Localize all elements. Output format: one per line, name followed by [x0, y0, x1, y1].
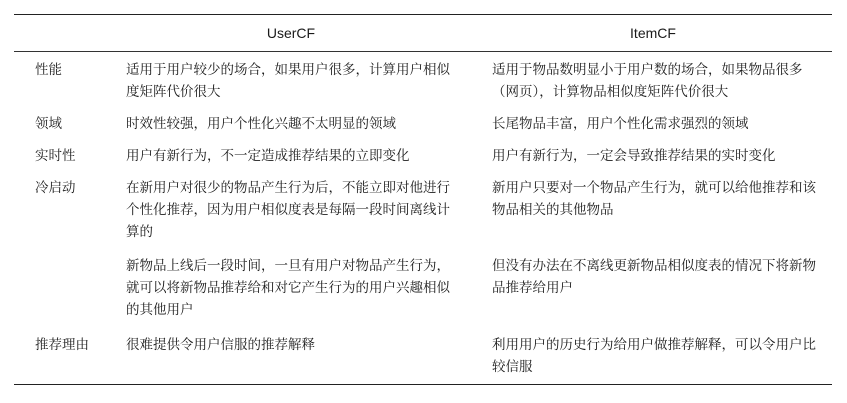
table-row-coldstart: [14, 170, 832, 246]
usercf-cell: 很难提供令用户信服的推荐解释: [108, 324, 474, 385]
comparison-table-container: [14, 14, 832, 385]
itemcf-cell: 但没有办法在不离线更新物品相似度表的情况下将新物品推荐给用户: [492, 258, 816, 296]
header-empty: [14, 15, 108, 52]
row-label: 推荐理由: [14, 324, 108, 385]
row-label: 实时性: [35, 148, 76, 164]
table-header-row: [14, 15, 832, 52]
usercf-cell: 时效性较强，用户个性化兴趣不太明显的领域: [126, 116, 396, 132]
usercf-cell: 新物品上线后一段时间，一旦有用户对物品产生行为，就可以将新物品推荐给和对它产生行为的用户兴趣相似的其他用户: [126, 258, 450, 318]
itemcf-cell: 适用于物品数明显小于用户数的场合，如果物品很多（网页），计算物品相似度矩阵代价很大: [492, 62, 803, 100]
row-label: 领域: [35, 116, 62, 132]
header-itemcf: ItemCF: [474, 15, 832, 52]
header-usercf: UserCF: [108, 15, 474, 52]
usercf-itemcf-comparison-table: [14, 14, 832, 385]
row-label: [14, 246, 108, 324]
itemcf-cell: 利用用户的历史行为给用户做推荐解释，可以令用户比较信服: [474, 324, 832, 385]
itemcf-cell: 长尾物品丰富，用户个性化需求强烈的领域: [492, 116, 749, 132]
itemcf-cell: 新用户只要对一个物品产生行为，就可以给他推荐和该物品相关的其他物品: [492, 180, 816, 218]
usercf-cell: 用户有新行为，不一定造成推荐结果的立即变化: [126, 148, 410, 164]
row-label: 性能: [35, 62, 62, 78]
table-row-coldstart-items: [14, 246, 832, 324]
table-row-recommendation-reason: [14, 324, 832, 385]
itemcf-cell: 用户有新行为，一定会导致推荐结果的实时变化: [492, 148, 776, 164]
usercf-cell: 在新用户对很少的物品产生行为后，不能立即对他进行个性化推荐，因为用户相似度表是每隔一段时间离线计算的: [126, 180, 450, 240]
table-row-performance: [14, 52, 832, 107]
table-row-domain: [14, 106, 832, 138]
usercf-cell: 适用于用户较少的场合，如果用户很多，计算用户相似度矩阵代价很大: [126, 62, 450, 100]
row-label: 冷启动: [35, 180, 76, 196]
table-row-realtime: [14, 138, 832, 170]
